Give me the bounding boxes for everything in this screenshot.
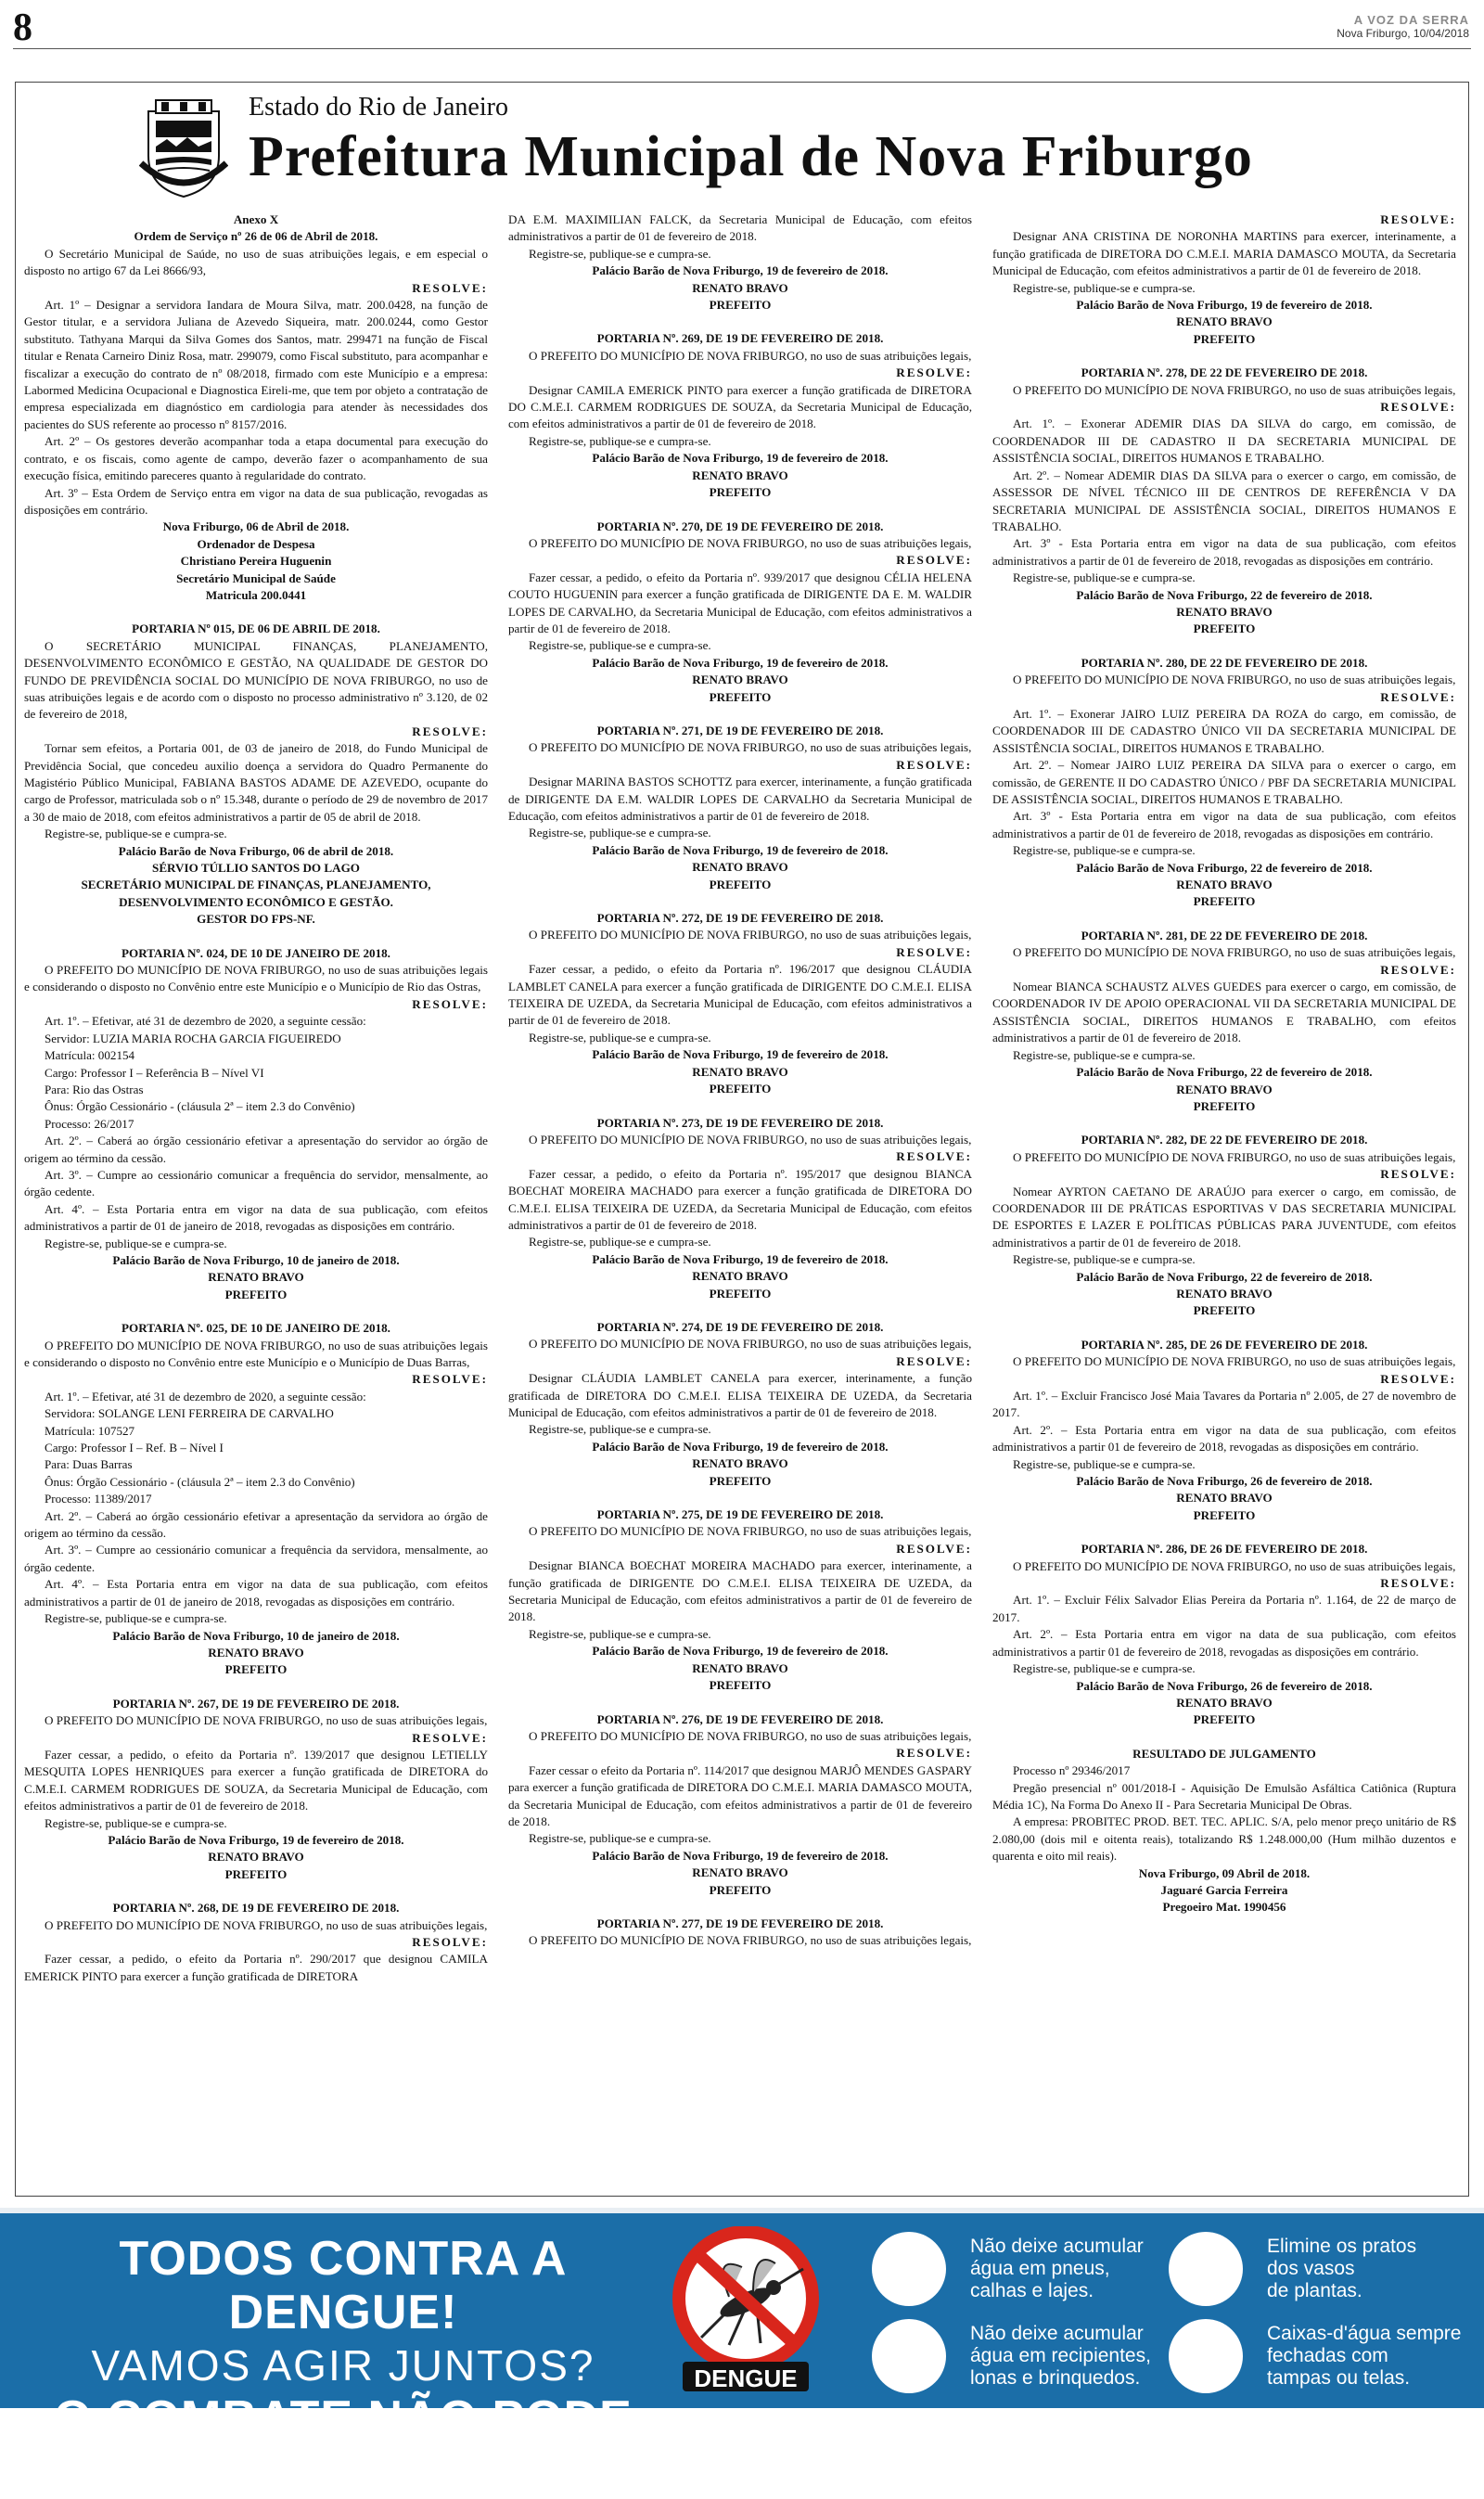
section-spacer [508, 706, 972, 723]
notice-paragraph: Designar CAMILA EMERICK PINTO para exercer a função gratificada de DIRETORA DO C.M.E.I. CARMEM RODRIGUES DE SOUZA, da Secretaria Municipal de Educação, com efeitos administrativos a partir de 01 de fevereiro de 2018. [508, 382, 972, 431]
notice-heading: RENATO BRAVO [692, 1660, 788, 1675]
notice-paragraph: Registre-se, publique-se e cumpra-se. [1013, 1661, 1196, 1676]
notice-paragraph: O PREFEITO DO MUNICÍPIO DE NOVA FRIBURGO, no uso de suas atribuições legais, [1013, 945, 1456, 960]
notice-heading: Secretário Municipal de Saúde [176, 570, 336, 585]
notice-paragraph: Fazer cessar, a pedido, o efeito da Portaria nº. 139/2017 que designou LETIELLY MESQUITA LOPES HENRIQUES para exercer a função gratificada de DIRETORA do C.M.E.I. CARMEM RODRIGUES DE SOUZA, da Secretaria Municipal de Educação, com efeitos administrativos a partir de 01 de fevereiro de 2018. [24, 1747, 488, 1813]
resolve-label: RESOLVE: [412, 1372, 488, 1387]
notice-paragraph: Pregão presencial nº 001/2018-I - Aquisição De Emulsão Asfáltica Catiônica (Ruptura Média 1C), Na Forma Do Anexo II - Para Secretaria Municipal De Obras. [992, 1780, 1456, 1812]
resolve-label: RESOLVE: [1380, 1576, 1456, 1591]
notice-heading: RENATO BRAVO [208, 1850, 304, 1865]
header-divider [13, 48, 1471, 49]
notice-heading: Christiano Pereira Huguenin [180, 554, 332, 569]
notice-heading: Pregoeiro Mat. 1990456 [1162, 1900, 1286, 1915]
notice-heading: PREFEITO [224, 1662, 288, 1677]
resolve-label: RESOLVE: [896, 1746, 972, 1761]
notice-heading: PREFEITO [1193, 894, 1256, 909]
notice-paragraph: Registre-se, publique-se e cumpra-se. [529, 638, 711, 653]
notice-heading: GESTOR DO FPS-NF. [197, 912, 315, 927]
tip-line: Não deixe acumular [970, 2323, 1144, 2344]
banner-slogan [46, 2232, 640, 2499]
notice-heading: Ordem de Serviço nº 26 de 06 de Abril de 2018. [134, 229, 378, 244]
notice-heading: PREFEITO [709, 1473, 772, 1488]
resolve-label: RESOLVE: [896, 1149, 972, 1164]
notice-paragraph: Registre-se, publique-se e cumpra-se. [1013, 1456, 1196, 1471]
notice-heading: RENATO BRAVO [692, 468, 788, 482]
notice-paragraph: O PREFEITO DO MUNICÍPIO DE NOVA FRIBURGO, no uso de suas atribuições legais, [529, 1132, 972, 1147]
notice-paragraph: Registre-se, publique-se e cumpra-se. [1013, 280, 1196, 295]
notice-heading: PORTARIA Nº. 272, DE 19 DE FEVEREIRO DE 2018. [596, 911, 884, 926]
state-name: Estado do Rio de Janeiro [249, 93, 508, 122]
notice-heading: Palácio Barão de Nova Friburgo, 26 de fevereiro de 2018. [1076, 1678, 1373, 1693]
dengue-campaign-banner [0, 2208, 1484, 2499]
notice-heading: RENATO BRAVO [692, 280, 788, 295]
notice-column-2 [508, 211, 972, 1950]
section-spacer [508, 1695, 972, 1711]
notice-heading: Palácio Barão de Nova Friburgo, 19 de fevereiro de 2018. [108, 1832, 404, 1847]
notice-paragraph: Servidora: SOLANGE LENI FERREIRA DE CARVALHO [45, 1406, 334, 1421]
tip-line: água em pneus, [970, 2258, 1110, 2279]
notice-paragraph: Art. 2º. – Caberá ao órgão cessionário efetivar a apresentação da servidora ao órgão de origem ao término da cessão. [24, 1508, 488, 1541]
notice-paragraph: O PREFEITO DO MUNICÍPIO DE NOVA FRIBURGO, no uso de suas atribuições legais, [1013, 1558, 1456, 1573]
resolve-label: RESOLVE: [896, 553, 972, 568]
notice-paragraph: Registre-se, publique-se e cumpra-se. [529, 433, 711, 448]
notice-paragraph: O PREFEITO DO MUNICÍPIO DE NOVA FRIBURGO, no uso de suas atribuições legais e considerando o disposto no Convênio entre este Município e o Município de Duas Barras, [24, 1338, 488, 1369]
notice-paragraph: Designar MARINA BASTOS SCHOTTZ para exercer, interinamente, a função gratificada de DIRIGENTE DA E.M. WALDIR LOPES DE CARVALHO da Secretaria Municipal de Educação, com efeitos administrativos a partir de 01 de fevereiro de 2018. [508, 775, 972, 823]
notice-paragraph: Art. 2º – Os gestores deverão acompanhar toda a etapa documental para execução do contrato, e os fiscais, como agente de campo, deverão fazer o acompanhamento de sua execução física, emitindo pareceres quanto à regularidade do contrato. [24, 434, 488, 483]
notice-heading: SECRETÁRIO MUNICIPAL DE FINANÇAS, PLANEJAMENTO, DESENVOLVIMENTO ECONÔMICO E GESTÃO. [81, 878, 431, 909]
notice-paragraph: O PREFEITO DO MUNICÍPIO DE NOVA FRIBURGO, no uso de suas atribuições legais, [1013, 1354, 1456, 1369]
tip-line: Não deixe acumular [970, 2236, 1144, 2257]
notice-heading: PREFEITO [709, 485, 772, 500]
notice-heading: Nova Friburgo, 06 de Abril de 2018. [162, 519, 350, 534]
notice-paragraph: Cargo: Professor I – Referência B – Nível VI [45, 1065, 264, 1080]
notice-paragraph: Ônus: Órgão Cessionário - (cláusula 2ª – item 2.3 do Convênio) [45, 1099, 355, 1114]
notice-heading: Palácio Barão de Nova Friburgo, 19 de fevereiro de 2018. [592, 842, 889, 857]
notice-heading: Jaguaré Garcia Ferreira [1160, 1882, 1288, 1897]
notice-heading: PREFEITO [224, 1287, 288, 1301]
notice-heading: RENATO BRAVO [692, 673, 788, 687]
publication-header [1337, 13, 1469, 40]
slogan-line-1: TODOS CONTRA A DENGUE! [119, 2232, 568, 2339]
notice-heading: PREFEITO [709, 1882, 772, 1897]
notice-heading: Palácio Barão de Nova Friburgo, 19 de fevereiro de 2018. [592, 1251, 889, 1266]
page-header [0, 0, 1484, 56]
notice-paragraph: O PREFEITO DO MUNICÍPIO DE NOVA FRIBURGO, no uso de suas atribuições legais e considerando o disposto no Convênio entre este Município e o Município de Rio das Ostras, [24, 963, 488, 994]
notice-heading: Nova Friburgo, 09 Abril de 2018. [1138, 1865, 1311, 1880]
notice-paragraph: Art. 3º - Esta Portaria entra em vigor na data de sua publicação, com efeitos administrativos a partir de 01 de fevereiro de 2018, revogadas as disposições em contrário. [992, 809, 1456, 840]
city-crest-icon [139, 98, 228, 200]
notice-heading: PORTARIA Nº. 275, DE 19 DE FEVEREIRO DE 2018. [596, 1507, 884, 1522]
notice-heading: PREFEITO [224, 1866, 288, 1881]
resolve-label: RESOLVE: [412, 280, 488, 295]
notice-paragraph: Registre-se, publique-se e cumpra-se. [1013, 843, 1196, 858]
notice-paragraph: DA E.M. MAXIMILIAN FALCK, da Secretaria Municipal de Educação, com efeitos administrativos a partir de 01 de fevereiro de 2018. [508, 212, 972, 244]
banner-separator [0, 2208, 1484, 2213]
notice-heading: PORTARIA Nº. 024, DE 10 DE JANEIRO DE 2018. [122, 945, 390, 960]
section-spacer [508, 1302, 972, 1319]
notice-paragraph: Nomear AYRTON CAETANO DE ARAÚJO para exercer o cargo, em comissão, de COORDENADOR III DE PRÁTICAS ESPORTIVAS V DAS SECRETARIA MUNICIPAL DE ESPORTES E LAZER E POLÍTICAS PÚBLICAS PARA JUVENTUDE, com efeitos administrativos a partir de 01 de fevereiro de 2018. [992, 1184, 1456, 1250]
resolve-label: RESOLVE: [1380, 1371, 1456, 1386]
notice-heading: RENATO BRAVO [1176, 1082, 1273, 1096]
notice-paragraph: O PREFEITO DO MUNICÍPIO DE NOVA FRIBURGO, no uso de suas atribuições legais, [529, 928, 972, 942]
section-spacer [508, 1899, 972, 1916]
notice-paragraph: A empresa: PROBITEC PROD. BET. TEC. APLIC. S/A, pelo menor preço unitário de R$ 2.080,00 (dois mil e oitenta reais), totalizando R$ 1.248.000,00 (Hum milhão duzentos e quarenta e oito mil reais). [992, 1814, 1456, 1864]
notice-paragraph: Art. 2º. – Nomear JAIRO LUIZ PEREIRA DA SILVA para o exercer o cargo, em comissão, de GERENTE II DO CADASTRO ÚNICO / PBF DA SECRETARIA MUNICIPAL DE ASSISTÊNCIA SOCIAL, DIREITOS HUMANOS E TRABALHO. [992, 758, 1456, 806]
notice-heading: PREFEITO [709, 689, 772, 704]
notice-heading: PORTARIA Nº. 277, DE 19 DE FEVEREIRO DE 2018. [596, 1916, 884, 1930]
notice-heading: PORTARIA Nº 015, DE 06 DE ABRIL DE 2018. [132, 622, 380, 636]
tip-containers [970, 2323, 1151, 2390]
notice-paragraph: Art. 2º. – Esta Portaria entra em vigor na data de sua publicação, com efeitos administrativos a partir 01 de fevereiro de 2018, revogadas as disposições em contrário. [992, 1627, 1456, 1659]
notice-heading: Palácio Barão de Nova Friburgo, 10 de janeiro de 2018. [112, 1628, 400, 1643]
notice-heading: PORTARIA Nº. 271, DE 19 DE FEVEREIRO DE 2018. [596, 723, 884, 737]
notice-heading: PREFEITO [1193, 331, 1256, 346]
notice-paragraph: Designar BIANCA BOECHAT MOREIRA MACHADO para exercer, interinamente, a função gratificada de DIRIGENTE DO C.M.E.I. ELISA TEIXEIRA DE UZEDA, da Secretaria Municipal de Educação, com efeitos administrativos a partir de 01 de fevereiro de 2018. [508, 1558, 972, 1624]
notice-heading: PORTARIA Nº. 270, DE 19 DE FEVEREIRO DE 2018. [596, 519, 884, 533]
notice-paragraph: Registre-se, publique-se e cumpra-se. [529, 826, 711, 840]
notice-heading: RENATO BRAVO [208, 1270, 304, 1285]
notice-paragraph: Registre-se, publique-se e cumpra-se. [45, 1815, 227, 1830]
notice-heading: Palácio Barão de Nova Friburgo, 22 de fevereiro de 2018. [1076, 1065, 1373, 1080]
resolve-label: RESOLVE: [896, 1541, 972, 1556]
notice-heading: PREFEITO [1193, 622, 1256, 636]
notice-heading: RENATO BRAVO [1176, 604, 1273, 619]
tip-line: água em recipientes, [970, 2345, 1151, 2366]
notice-paragraph: Art. 2º. – Esta Portaria entra em vigor na data de sua publicação, com efeitos administrativos a partir 01 de fevereiro de 2018, revogadas as disposições em contrário. [992, 1422, 1456, 1455]
notice-heading: PORTARIA Nº. 267, DE 19 DE FEVEREIRO DE 2018. [112, 1696, 400, 1711]
resolve-label: RESOLVE: [896, 757, 972, 772]
notice-heading: RENATO BRAVO [692, 1456, 788, 1471]
notice-paragraph: Fazer cessar, a pedido, o efeito da Portaria nº. 939/2017 que designou CÉLIA HELENA COUTO HUGUENIN para exercer a função gratificada de DIRIGENTE DA E. M. WALDIR LOPES DE CARVALHO, da Secretaria Municipal de Educação, com efeitos administrativos a partir de 01 de fevereiro de 2018. [508, 570, 972, 635]
resolve-label: RESOLVE: [1380, 962, 1456, 977]
tip-line: lonas e brinquedos. [970, 2367, 1141, 2389]
tip-line: Elimine os pratos [1267, 2236, 1417, 2257]
section-spacer [992, 638, 1456, 655]
notice-paragraph: Registre-se, publique-se e cumpra-se. [529, 1030, 711, 1044]
prefeitura-title: Prefeitura Municipal de Nova Friburgo [249, 125, 1253, 188]
notice-heading: Palácio Barão de Nova Friburgo, 19 de fevereiro de 2018. [592, 1047, 889, 1062]
notice-paragraph: Art. 1º. – Exonerar JAIRO LUIZ PEREIRA DA ROZA do cargo, em comissão, de COORDENADOR III DE CADASTRO ÚNICO VII DA SECRETARIA MUNICIPAL DE ASSISTÊNCIA SOCIAL, DIREITOS HUMANOS E TRABALHO. [992, 706, 1456, 755]
notice-paragraph: Registre-se, publique-se e cumpra-se. [1013, 1252, 1196, 1267]
resolve-label: RESOLVE: [412, 724, 488, 738]
notice-paragraph: O PREFEITO DO MUNICÍPIO DE NOVA FRIBURGO, no uso de suas atribuições legais, [45, 1917, 488, 1932]
publication-name: A VOZ DA SERRA [1353, 13, 1469, 27]
notice-heading: Palácio Barão de Nova Friburgo, 19 de fevereiro de 2018. [592, 655, 889, 670]
tip-line: tampas ou telas. [1267, 2367, 1411, 2389]
notice-paragraph: Art. 1º. – Efetivar, até 31 de dezembro de 2020, a seguinte cessão: [45, 1014, 366, 1029]
tip-line: calhas e lajes. [970, 2280, 1094, 2301]
notice-heading: PREFEITO [709, 1678, 772, 1693]
slogan-line-3: O COMBATE NÃO PODE PARAR! [54, 2391, 633, 2499]
notice-paragraph: Art. 4º. – Esta Portaria entra em vigor na data de sua publicação, com efeitos administrativos a partir de 01 de janeiro de 2018, revogadas as disposições em contrário. [24, 1577, 488, 1608]
notice-paragraph: Registre-se, publique-se e cumpra-se. [529, 1235, 711, 1250]
notice-paragraph: Art. 3º – Esta Ordem de Serviço entra em vigor na data de sua publicação, revogadas as disposições em contrário. [24, 485, 488, 517]
notice-column-1 [24, 211, 488, 1985]
tip-water-tanks [1267, 2323, 1461, 2390]
notice-paragraph: Processo: 11389/2017 [45, 1492, 152, 1506]
notice-paragraph: Fazer cessar, a pedido, o efeito da Portaria nº. 196/2017 que designou CLÁUDIA LAMBLET CANELA para exercer a função gratificada de DIRIGENTE DO C.M.E.I. ELISA TEIXEIRA DE UZEDA, da Secretaria Municipal de Educação, com efeitos administrativos a partir de 01 de fevereiro de 2018. [508, 962, 972, 1028]
dengue-sign-label: DENGUE [694, 2364, 798, 2392]
page-number: 8 [13, 6, 32, 49]
water-tank-icon [1169, 2319, 1243, 2393]
section-spacer [992, 1320, 1456, 1337]
notice-paragraph: Para: Duas Barras [45, 1457, 133, 1472]
notice-heading: Palácio Barão de Nova Friburgo, 10 de janeiro de 2018. [112, 1252, 400, 1267]
notice-columns [24, 211, 1458, 2178]
notice-paragraph: Processo nº 29346/2017 [1013, 1763, 1131, 1778]
notice-paragraph: Servidor: LUZIA MARIA ROCHA GARCIA FIGUEIREDO [45, 1031, 341, 1045]
notice-heading: Palácio Barão de Nova Friburgo, 19 de fevereiro de 2018. [592, 1644, 889, 1659]
notice-heading: PORTARIA Nº. 282, DE 22 DE FEVEREIRO DE 2018. [1081, 1133, 1368, 1147]
section-spacer [508, 893, 972, 910]
section-spacer [992, 348, 1456, 365]
notice-heading: PREFEITO [1193, 1712, 1256, 1727]
tip-line: dos vasos [1267, 2258, 1355, 2279]
notice-heading: Ordenador de Despesa [197, 536, 315, 551]
notice-heading: Palácio Barão de Nova Friburgo, 19 de fevereiro de 2018. [592, 1439, 889, 1454]
tip-plant-pots [1267, 2236, 1416, 2302]
notice-heading: Matricula 200.0441 [205, 587, 307, 602]
notice-heading: Palácio Barão de Nova Friburgo, 22 de fevereiro de 2018. [1076, 1269, 1373, 1284]
notice-paragraph: Art. 1º. – Efetivar, até 31 de dezembro de 2020, a seguinte cessão: [45, 1389, 366, 1403]
notice-paragraph: Para: Rio das Ostras [45, 1082, 144, 1096]
notice-heading: PREFEITO [709, 1286, 772, 1301]
notice-heading: RENATO BRAVO [1176, 1695, 1273, 1710]
notice-heading: PORTARIA Nº. 276, DE 19 DE FEVEREIRO DE 2018. [596, 1711, 884, 1726]
notice-heading: PORTARIA Nº. 273, DE 19 DE FEVEREIRO DE 2018. [596, 1115, 884, 1130]
notice-paragraph: Registre-se, publique-se e cumpra-se. [529, 246, 711, 261]
resolve-label: RESOLVE: [1380, 400, 1456, 415]
notice-heading: PORTARIA Nº. 286, DE 26 DE FEVEREIRO DE 2018. [1081, 1542, 1368, 1557]
notice-paragraph: Ônus: Órgão Cessionário - (cláusula 2ª – item 2.3 do Convênio) [45, 1474, 355, 1489]
notice-heading: Palácio Barão de Nova Friburgo, 22 de fevereiro de 2018. [1076, 587, 1373, 602]
notice-paragraph: O PREFEITO DO MUNICÍPIO DE NOVA FRIBURGO, no uso de suas atribuições legais, [529, 1337, 972, 1352]
notice-paragraph: O PREFEITO DO MUNICÍPIO DE NOVA FRIBURGO, no uso de suas atribuições legais, [1013, 673, 1456, 687]
notice-paragraph: Art. 1º – Designar a servidora Iandara de Moura Silva, matr. 200.0428, na função de Gestor titular, e a servidora Juliana de Azevedo Siqueira, matr. 200.0244, como Gestor substituto. Tathyana Marqui da Silva Gomes dos Santos, matr. 299471 na função de Fiscal titular e Renata Carneiro Diniz Rosa, matr. 299079, como Fiscal substituto, para acompanhar e fiscalizar a execução do contrato de nº 08/2018, firmado com este Município e a empresa: Labormed Medicina Ocupacional e Diagnostica Eireli-me, que tem por objeto a contratação de empresa especializada em diagnóstico em cardiologia para atender às necessidades dos pacientes do SUS referente ao processo nº 8157/2016. [24, 298, 488, 431]
notice-heading: RENATO BRAVO [692, 860, 788, 875]
notice-heading: PREFEITO [709, 298, 772, 313]
notice-heading: SÉRVIO TÚLLIO SANTOS DO LAGO [152, 861, 360, 876]
section-spacer [24, 1883, 488, 1900]
resolve-label: RESOLVE: [412, 1730, 488, 1745]
notice-heading: RENATO BRAVO [692, 1064, 788, 1079]
notice-paragraph: Registre-se, publique-se e cumpra-se. [529, 1626, 711, 1641]
section-spacer [24, 604, 488, 621]
section-spacer [508, 314, 972, 330]
notice-heading: PREFEITO [709, 1082, 772, 1096]
notice-heading: RENATO BRAVO [1176, 1286, 1273, 1301]
resolve-label: RESOLVE: [1380, 212, 1456, 226]
notice-paragraph: Registre-se, publique-se e cumpra-se. [45, 1611, 227, 1626]
resolve-label: RESOLVE: [1380, 689, 1456, 704]
notice-paragraph: Art. 2º. – Caberá ao órgão cessionário efetivar a apresentação do servidor ao órgão de origem ao término da cessão. [24, 1134, 488, 1165]
notice-heading: RENATO BRAVO [1176, 878, 1273, 892]
tip-line: Caixas-d'água sempre [1267, 2323, 1462, 2344]
notice-heading: PREFEITO [709, 877, 772, 891]
notice-paragraph: Designar CLÁUDIA LAMBLET CANELA para exercer, interinamente, a função gratificada de DIRETORA DO C.M.E.I. ELISA TEIXEIRA DE UZEDA, da Secretaria Municipal de Educação, com efeitos administrativos a partir de 01 de fevereiro de 2018. [508, 1371, 972, 1419]
notice-paragraph: O PREFEITO DO MUNICÍPIO DE NOVA FRIBURGO, no uso de suas atribuições legais, [529, 1524, 972, 1539]
notice-paragraph: Matrícula: 107527 [45, 1423, 135, 1438]
section-spacer [508, 1490, 972, 1506]
notice-heading: Palácio Barão de Nova Friburgo, 19 de fevereiro de 2018. [1076, 298, 1373, 313]
notice-heading: Anexo X [233, 212, 279, 226]
notice-heading: RENATO BRAVO [692, 1269, 788, 1284]
section-spacer [508, 502, 972, 519]
section-spacer [24, 1303, 488, 1320]
notice-paragraph: Art. 3º. – Cumpre ao cessionário comunicar a frequência do servidor, mensalmente, ao órgão cedente. [24, 1167, 488, 1199]
bottle-icon [872, 2319, 946, 2393]
section-spacer [24, 1679, 488, 1696]
section-spacer [24, 929, 488, 945]
notice-paragraph: O PREFEITO DO MUNICÍPIO DE NOVA FRIBURGO, no uso de suas atribuições legais, [529, 740, 972, 755]
notice-paragraph: Nomear BIANCA SCHAUSTZ ALVES GUEDES para exercer o cargo, em comissão, de COORDENADOR IV DE APOIO OPERACIONAL VII DA SECRETARIA MUNICIPAL DE ASSISTÊNCIA SOCIAL, DIREITOS HUMANOS E TRABALHO, com efeitos administrativos a partir de 01 de fevereiro de 2018. [992, 980, 1456, 1045]
notice-heading: RENATO BRAVO [1176, 1491, 1273, 1506]
notice-heading: Palácio Barão de Nova Friburgo, 19 de fevereiro de 2018. [592, 263, 889, 278]
notice-paragraph: Registre-se, publique-se e cumpra-se. [45, 827, 227, 841]
notice-paragraph: Art. 1º. – Excluir Francisco José Maia Tavares da Portaria nº 2.005, de 27 de novembro de 2017. [992, 1389, 1456, 1420]
notice-heading: PORTARIA Nº. 280, DE 22 DE FEVEREIRO DE 2018. [1081, 655, 1368, 670]
notice-paragraph: Art. 2º. – Nomear ADEMIR DIAS DA SILVA para o exercer o cargo, em comissão, de ASSESSOR DE NÍVEL TÉCNICO III DE CENTROS DE REFERÊNCIA V DA SECRETARIA MUNICIPAL DE ASSISTÊNCIA SOCIAL, DIREITOS HUMANOS E TRABALHO. [992, 468, 1456, 533]
notice-paragraph: Registre-se, publique-se e cumpra-se. [1013, 570, 1196, 585]
notice-heading: PORTARIA Nº. 268, DE 19 DE FEVEREIRO DE 2018. [112, 1901, 400, 1916]
tip-tires [970, 2236, 1144, 2302]
resolve-label: RESOLVE: [1380, 1167, 1456, 1182]
notice-column-3 [992, 211, 1456, 1916]
notice-paragraph: Registre-se, publique-se e cumpra-se. [45, 1236, 227, 1250]
section-spacer [992, 911, 1456, 928]
notice-heading: PORTARIA Nº. 025, DE 10 DE JANEIRO DE 2018. [122, 1321, 390, 1336]
plant-pot-icon [1169, 2232, 1243, 2306]
notice-paragraph: O SECRETÁRIO MUNICIPAL FINANÇAS, PLANEJAMENTO, DESENVOLVIMENTO ECONÔMICO E GESTÃO, NA QUALIDADE DE GESTOR DO FUNDO DE PREVIDÊNCIA SOCIAL DO MUNICÍPIO DE NOVA FRIBURGO, no uso de suas atribuições legais e de acordo com o disposto no processo administrativo nº 3.120, de 02 de fevereiro de 2018, [24, 638, 488, 722]
section-spacer [992, 1524, 1456, 1541]
notice-heading: Palácio Barão de Nova Friburgo, 26 de fevereiro de 2018. [1076, 1474, 1373, 1489]
notice-paragraph: Registre-se, publique-se e cumpra-se. [529, 1831, 711, 1846]
notice-heading: PREFEITO [1193, 1098, 1256, 1113]
notice-paragraph: Art. 4º. – Esta Portaria entra em vigor na data de sua publicação, com efeitos administrativos a partir de 01 de janeiro de 2018, revogadas as disposições em contrário. [24, 1201, 488, 1234]
publication-date: Nova Friburgo, 10/04/2018 [1337, 27, 1469, 40]
tip-line: fechadas com [1267, 2345, 1388, 2366]
notice-paragraph: O PREFEITO DO MUNICÍPIO DE NOVA FRIBURGO, no uso de suas atribuições legais, [1013, 382, 1456, 397]
notice-paragraph: Tornar sem efeitos, a Portaria 001, de 03 de janeiro de 2018, do Fundo Municipal de Previdência Social, que concedeu auxilio doença a servidora do Quadro Permanente do Magistério Público Municipal, FABIANA BASTOS ADAME DE AZEVEDO, ocupante do cargo de Professor, matriculada sob o nº 15.348, durante o período de 29 de novembro de 2017 a 30 de maio de 2018, com efeitos administrativos a partir de 05 de abril de 2018. [24, 741, 488, 824]
notice-heading: RENATO BRAVO [208, 1645, 304, 1660]
masthead [139, 89, 1345, 200]
notice-paragraph: Designar ANA CRISTINA DE NORONHA MARTINS para exercer, interinamente, a função gratificada de DIRETORA DO C.M.E.I. MARIA DAMASCO MOUTA, da Secretaria Municipal de Educação, com efeitos administrativos a partir de 01 de fevereiro de 2018. [992, 229, 1456, 278]
section-spacer [992, 1115, 1456, 1132]
section-spacer [992, 1729, 1456, 1746]
notice-paragraph: O PREFEITO DO MUNICÍPIO DE NOVA FRIBURGO, no uso de suas atribuições legais, [529, 348, 972, 363]
notice-heading: Palácio Barão de Nova Friburgo, 06 de abril de 2018. [118, 843, 394, 858]
notice-heading: PREFEITO [1193, 1303, 1256, 1318]
resolve-label: RESOLVE: [896, 944, 972, 959]
notice-heading: Palácio Barão de Nova Friburgo, 22 de fevereiro de 2018. [1076, 860, 1373, 875]
notice-heading: RENATO BRAVO [1176, 314, 1273, 329]
resolve-label: RESOLVE: [896, 1353, 972, 1368]
notice-paragraph: Registre-se, publique-se e cumpra-se. [529, 1422, 711, 1437]
notice-paragraph: Art. 3º - Esta Portaria entra em vigor na data de sua publicação, com efeitos administrativos a partir de 01 de fevereiro de 2018, revogadas as disposições em contrário. [992, 536, 1456, 568]
notice-paragraph: O Secretário Municipal de Saúde, no uso de suas atribuições legais, e em especial o disposto no artigo 67 da Lei 8666/93, [24, 246, 488, 278]
notice-paragraph: Fazer cessar, a pedido, o efeito da Portaria nº. 290/2017 que designou CAMILA EMERICK PINTO para exercer a função gratificada de DIRETORA [24, 1952, 488, 1983]
tip-line: de plantas. [1267, 2280, 1362, 2301]
notice-heading: PORTARIA Nº. 274, DE 19 DE FEVEREIRO DE 2018. [596, 1319, 884, 1334]
resolve-label: RESOLVE: [412, 1935, 488, 1949]
notice-paragraph: O PREFEITO DO MUNICÍPIO DE NOVA FRIBURGO, no uso de suas atribuições legais, [529, 1728, 972, 1743]
notice-heading: PORTARIA Nº. 285, DE 26 DE FEVEREIRO DE 2018. [1081, 1337, 1368, 1352]
notice-paragraph: Registre-se, publique-se e cumpra-se. [1013, 1047, 1196, 1062]
notice-paragraph: Processo: 26/2017 [45, 1116, 134, 1131]
notice-paragraph: Fazer cessar o efeito da Portaria nº. 114/2017 que designou MARJÔ MENDES GASPARY para exercer a função gratificada de DIRETORA DO C.M.E.I. MARIA DAMASCO MOUTA, da Secretaria Municipal de Educação, com efeitos administrativos a partir de 01 de fevereiro de 2018. [508, 1762, 972, 1828]
notice-heading: RENATO BRAVO [692, 1865, 788, 1880]
notice-paragraph: O PREFEITO DO MUNICÍPIO DE NOVA FRIBURGO, no uso de suas atribuições legais, [529, 535, 972, 550]
notice-paragraph: Art. 1º. – Exonerar ADEMIR DIAS DA SILVA do cargo, em comissão, de COORDENADOR III DE CADASTRO II DA SECRETARIA MUNICIPAL DE ASSISTÊNCIA SOCIAL, DIREITOS HUMANOS E TRABALHO. [992, 416, 1456, 466]
notice-paragraph: Matrícula: 002154 [45, 1048, 135, 1063]
notice-heading: Palácio Barão de Nova Friburgo, 19 de fevereiro de 2018. [592, 451, 889, 466]
notice-heading: PORTARIA Nº. 278, DE 22 DE FEVEREIRO DE 2018. [1081, 365, 1368, 380]
notice-heading: PORTARIA Nº. 281, DE 22 DE FEVEREIRO DE 2018. [1081, 928, 1368, 942]
notice-paragraph: Cargo: Professor I – Ref. B – Nível I [45, 1441, 224, 1455]
notice-paragraph: Art. 3º. – Cumpre ao cessionário comunicar a frequência da servidora, mensalmente, ao órgão cedente. [24, 1543, 488, 1574]
tire-icon [872, 2232, 946, 2306]
notice-heading: PORTARIA Nº. 269, DE 19 DE FEVEREIRO DE 2018. [596, 331, 884, 346]
resolve-label: RESOLVE: [412, 996, 488, 1011]
section-spacer [508, 1098, 972, 1115]
resolve-label: RESOLVE: [896, 365, 972, 380]
notice-heading: Palácio Barão de Nova Friburgo, 19 de fevereiro de 2018. [592, 1848, 889, 1863]
notice-heading: PREFEITO [1193, 1507, 1256, 1522]
notice-paragraph: Fazer cessar, a pedido, o efeito da Portaria nº. 195/2017 que designou BIANCA BOECHAT MOREIRA MACHADO para exercer a função gratificada de DIRETORA DO C.M.E.I. ELISA TEIXEIRA DE UZEDA, da Secretaria Municipal de Educação, com efeitos administrativos a partir de 01 de fevereiro de 2018. [508, 1166, 972, 1232]
notice-paragraph: Art. 1º. – Excluir Félix Salvador Elias Pereira da Portaria nº. 1.164, de 22 de março de 2017. [992, 1593, 1456, 1624]
notice-paragraph: O PREFEITO DO MUNICÍPIO DE NOVA FRIBURGO, no uso de suas atribuições legais, [45, 1713, 488, 1728]
slogan-line-2: VAMOS AGIR JUNTOS? [91, 2341, 595, 2390]
notice-paragraph: O PREFEITO DO MUNICÍPIO DE NOVA FRIBURGO, no uso de suas atribuições legais, [529, 1933, 972, 1948]
notice-paragraph: O PREFEITO DO MUNICÍPIO DE NOVA FRIBURGO, no uso de suas atribuições legais, [1013, 1149, 1456, 1164]
notice-heading: RESULTADO DE JULGAMENTO [1132, 1746, 1316, 1761]
